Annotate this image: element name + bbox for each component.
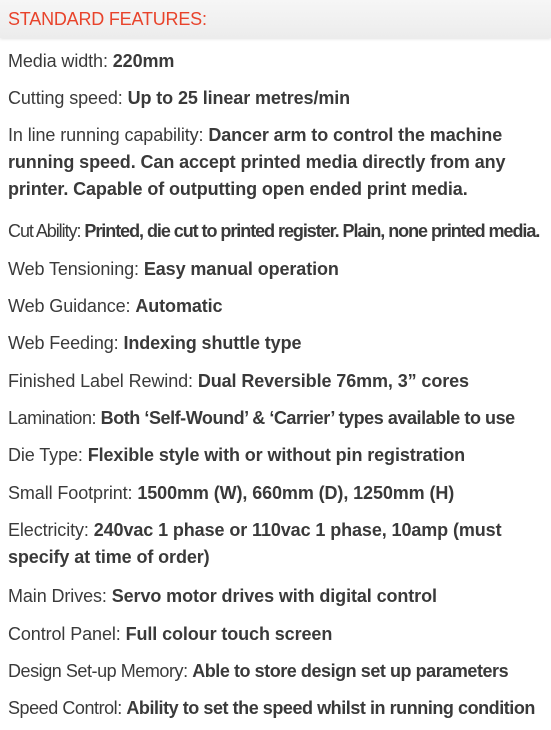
feature-label: Cutting speed: [8,88,123,108]
feature-label: Cut Ability: [8,221,81,241]
feature-value: Both ‘Self-Wound’ & ‘Carrier’ types available to use [100,408,515,428]
feature-die-type [8,442,545,469]
feature-value: Servo motor drives with digital control [111,586,437,606]
feature-small-footprint [8,480,545,507]
feature-value: Automatic [135,296,223,316]
feature-value: Up to 25 linear metres/min [127,88,351,108]
feature-value: Ability to set the speed whilst in running condition [126,698,535,718]
feature-label: Web Tensioning: [8,259,139,279]
feature-electricity [8,517,545,571]
feature-value: Full colour touch screen [125,624,333,644]
feature-design-memory [8,658,545,685]
feature-label: Control Panel: [8,624,121,644]
feature-label: Speed Control: [8,698,122,718]
feature-label: Small Footprint: [8,483,133,503]
section-header [0,0,551,38]
feature-speed-control [8,695,545,722]
feature-label: Main Drives: [8,586,107,606]
feature-label-rewind [8,368,545,395]
feature-lamination [8,405,545,432]
feature-value: Indexing shuttle type [123,333,302,353]
feature-value: Dual Reversible 76mm, 3” cores [197,371,469,391]
feature-label: Media width: [8,51,108,71]
feature-value: Easy manual operation [143,259,339,279]
feature-in-line-running [8,122,545,203]
feature-control-panel [8,621,545,648]
feature-main-drives [8,583,545,610]
feature-label: Design Set-up Memory: [8,661,188,681]
feature-label: Die Type: [8,445,83,465]
feature-value: Flexible style with or without pin registration [87,445,466,465]
feature-web-tensioning [8,256,545,283]
feature-value: Printed, die cut to printed register. Plain, none printed media. [84,221,540,241]
section-title: STANDARD FEATURES: [8,8,207,29]
feature-label: Electricity: [8,520,89,540]
feature-value: Dancer arm to control the machine running speed. Can accept printed media directly from any printer. Capable of outputting open ended print media. [8,125,506,199]
feature-label: In line running capability: [8,125,204,145]
feature-media-width [8,48,545,75]
feature-label: Web Guidance: [8,296,131,316]
feature-label: Lamination: [8,408,97,428]
feature-web-feeding [8,330,545,357]
feature-value: Able to store design set up parameters [192,661,509,681]
feature-value: 1500mm (W), 660mm (D), 1250mm (H) [137,483,455,503]
feature-value: 220mm [112,51,175,71]
feature-cut-ability [8,218,545,245]
feature-web-guidance [8,293,545,320]
feature-cutting-speed [8,85,545,112]
feature-label: Finished Label Rewind: [8,371,193,391]
feature-label: Web Feeding: [8,333,119,353]
feature-value: 240vac 1 phase or 110vac 1 phase, 10amp (must specify at time of order) [8,520,502,567]
